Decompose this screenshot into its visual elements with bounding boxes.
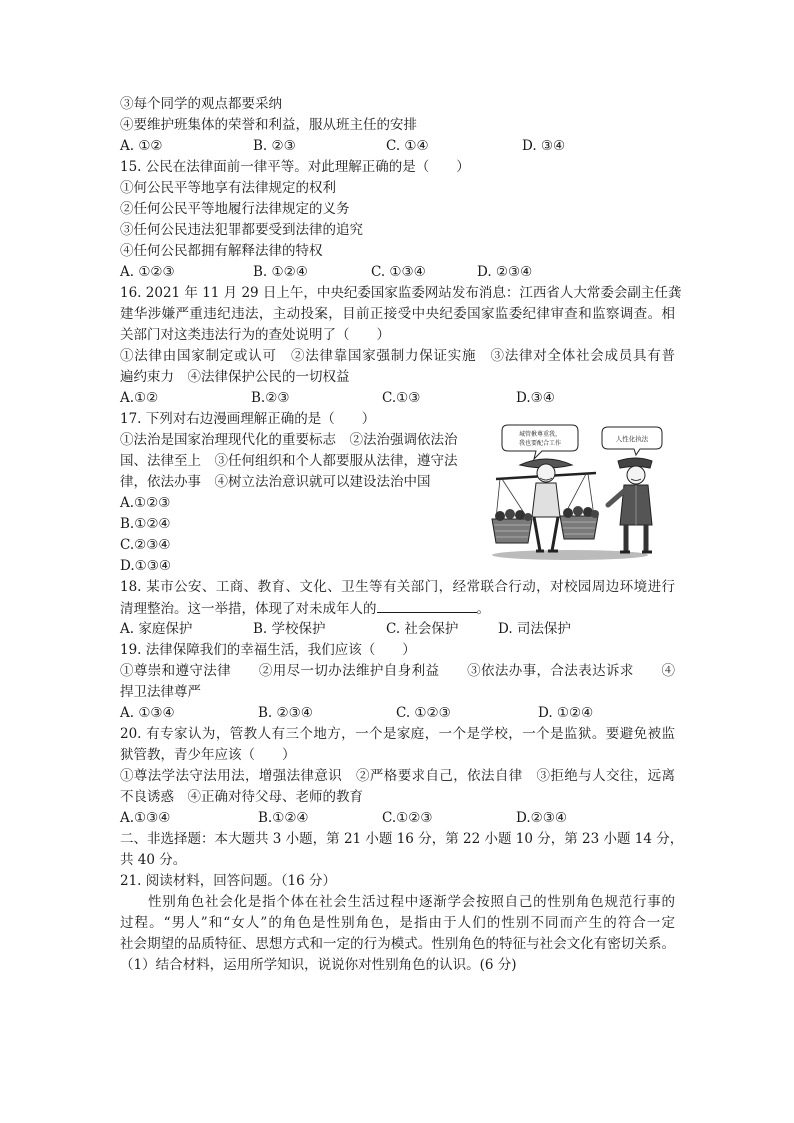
q14-choice-c: C. ①④	[386, 138, 429, 154]
q16-line-3: 关部门对这类违法行为的查处说明了（ ）	[120, 327, 390, 343]
q16-choice-a: A.①②	[120, 390, 159, 406]
q16-choice-c: C.①③	[382, 390, 421, 406]
q20-choice-b: B.①②④	[258, 810, 309, 826]
q19-choice-d: D. ①②④	[538, 705, 594, 721]
q18-choice-c: C. 社会保护	[386, 621, 459, 637]
q17-choice-a: A.①②③	[120, 495, 171, 511]
q15-choice-a: A. ①②③	[120, 264, 175, 280]
q17-line-3: 律，依法办事 ④树立法治意识就可以建设法治中国	[120, 474, 431, 490]
q14-option-4: ④要维护班集体的荣誉和利益，服从班主任的安排	[120, 117, 417, 133]
q20-choice-a: A.①③④	[120, 810, 171, 826]
q14-choices	[120, 136, 675, 157]
q20-choice-c: C.①②③	[382, 810, 433, 826]
q14-choice-d: D. ③④	[522, 138, 566, 154]
q15-choice-d: D. ②③④	[477, 264, 533, 280]
q16-line-1: 16. 2021 年 11 月 29 日上午，中央纪委国家监委网站发布消息：江西省人大常委会副主任龚	[120, 285, 682, 301]
q17-choice-d: D.①③④	[120, 558, 171, 574]
q16-choices	[120, 388, 675, 409]
q16-line-4: ①法律由国家制定或认可 ②法律靠国家强制力保证实施 ③法律对全体社会成员具有普	[120, 348, 675, 364]
q14-choice-b: B. ②③	[253, 138, 296, 154]
q18-choice-d: D. 司法保护	[498, 621, 571, 637]
bubble-right-text: 人性化执法	[615, 435, 649, 443]
q19-choices	[120, 703, 675, 724]
q15-choice-b: B. ①②④	[253, 264, 308, 280]
q16-line-5: 遍约束力 ④法律保护公民的一切权益	[120, 369, 350, 385]
q20-line-4: 不良诱惑 ④正确对待父母、老师的教育	[120, 789, 363, 805]
q20-line-3: ①尊法学法守法用法，增强法律意识 ②严格要求自己，依法自律 ③拒绝与人交往，远离	[120, 768, 675, 784]
section-2-line-1: 二、非选择题：本大题共 3 小题，第 21 小题 16 分，第 22 小题 10 分，第 23 小题 14 分，	[120, 831, 684, 847]
q17-block	[120, 409, 675, 577]
q16-choice-d: D.③④	[516, 390, 555, 406]
section-2-line-2: 共 40 分。	[120, 852, 187, 868]
q14-option-3: ③每个同学的观点都要采纳	[120, 96, 282, 112]
q19-line-2: 捍卫法律尊严	[120, 684, 201, 700]
q19-stem: 19. 法律保障我们的幸福生活，我们应该（ ）	[120, 642, 416, 658]
law-enforcement-cartoon	[490, 421, 676, 561]
q18-choices	[120, 619, 675, 640]
q15-choice-c: C. ①③④	[371, 264, 426, 280]
q19-choice-c: C. ①②③	[396, 705, 451, 721]
q15-stem: 15. 公民在法律面前一律平等。对此理解正确的是（ ）	[120, 159, 470, 175]
q17-line-1: ①法治是国家治理现代化的重要标志 ②法治强调依法治	[120, 432, 458, 448]
bubble-left-line-1: 城管揪尊重我，	[518, 431, 562, 438]
q17-line-2: 国、法律至上 ③任何组织和个人都要服从法律，遵守法	[120, 453, 458, 469]
q18-line-2-end: 。	[476, 601, 490, 617]
q15-option-1: ①何公民平等地享有法律规定的权利	[120, 180, 336, 196]
q18-line-2	[120, 598, 675, 619]
q15-choices	[120, 262, 675, 283]
q21-paragraph-line-3: 社会期望的品质特征、思想方式和一定的行为模式。性别角色的特征与社会文化有密切关系。	[120, 936, 675, 952]
q21-paragraph-line-2: 过程。“男人”和“女人”的角色是性别角色，是指由于人们的性别不同而产生的符合一定	[120, 915, 675, 931]
q17-choice-c: C.②③④	[120, 537, 171, 553]
q16-line-2: 建华涉嫌严重违纪违法，主动投案，目前正接受中央纪委国家监委纪律审查和监察调查。相	[120, 306, 675, 322]
exam-page	[120, 94, 684, 976]
bubble-left-line-2: 我也要配合工作	[518, 440, 562, 447]
q17-stem: 17. 下列对右边漫画理解正确的是（ ）	[120, 411, 376, 427]
q15-option-2: ②任何公民平等地履行法律规定的义务	[120, 201, 350, 217]
q20-choice-d: D.②③④	[516, 810, 567, 826]
q20-choices	[120, 808, 675, 829]
q15-option-3: ③任何公民违法犯罪都要受到法律的追究	[120, 222, 363, 238]
q17-choice-b: B.①②④	[120, 516, 171, 532]
q18-answer-blank	[377, 598, 477, 613]
q19-choice-a: A. ①③④	[120, 705, 175, 721]
q18-choice-b: B. 学校保护	[253, 621, 326, 637]
q18-line-2-text: 清理整治。这一举措，体现了对未成年人的	[120, 601, 377, 617]
q19-choice-b: B. ②③④	[258, 705, 313, 721]
q16-choice-b: B.②③	[251, 390, 290, 406]
q20-line-2: 狱管教，青少年应该（ ）	[120, 747, 296, 763]
q18-choice-a: A. 家庭保护	[120, 621, 193, 637]
q15-option-4: ④任何公民都拥有解释法律的特权	[120, 243, 323, 259]
q21-sub-question-1: （1）结合材料，运用所学知识，说说你对性别角色的认识。(6 分)	[120, 957, 517, 973]
q14-choice-a: A. ①②	[120, 138, 163, 154]
q21-paragraph-line-1: 性别角色社会化是指个体在社会生活过程中逐渐学会按照自己的性别角色规范行事的	[148, 894, 675, 910]
q19-line-1: ①尊崇和遵守法律 ②用尽一切办法维护自身利益 ③依法办事，合法表达诉求 ④	[120, 663, 675, 679]
q18-line-1: 18. 某市公安、工商、教育、文化、卫生等有关部门，经常联合行动，对校园周边环境进行	[120, 579, 675, 595]
q20-line-1: 20. 有专家认为，管教人有三个地方，一个是家庭，一个是学校，一个是监狱。要避免被监	[120, 726, 675, 742]
q21-stem: 21. 阅读材料，回答问题。（16 分）	[120, 873, 336, 889]
